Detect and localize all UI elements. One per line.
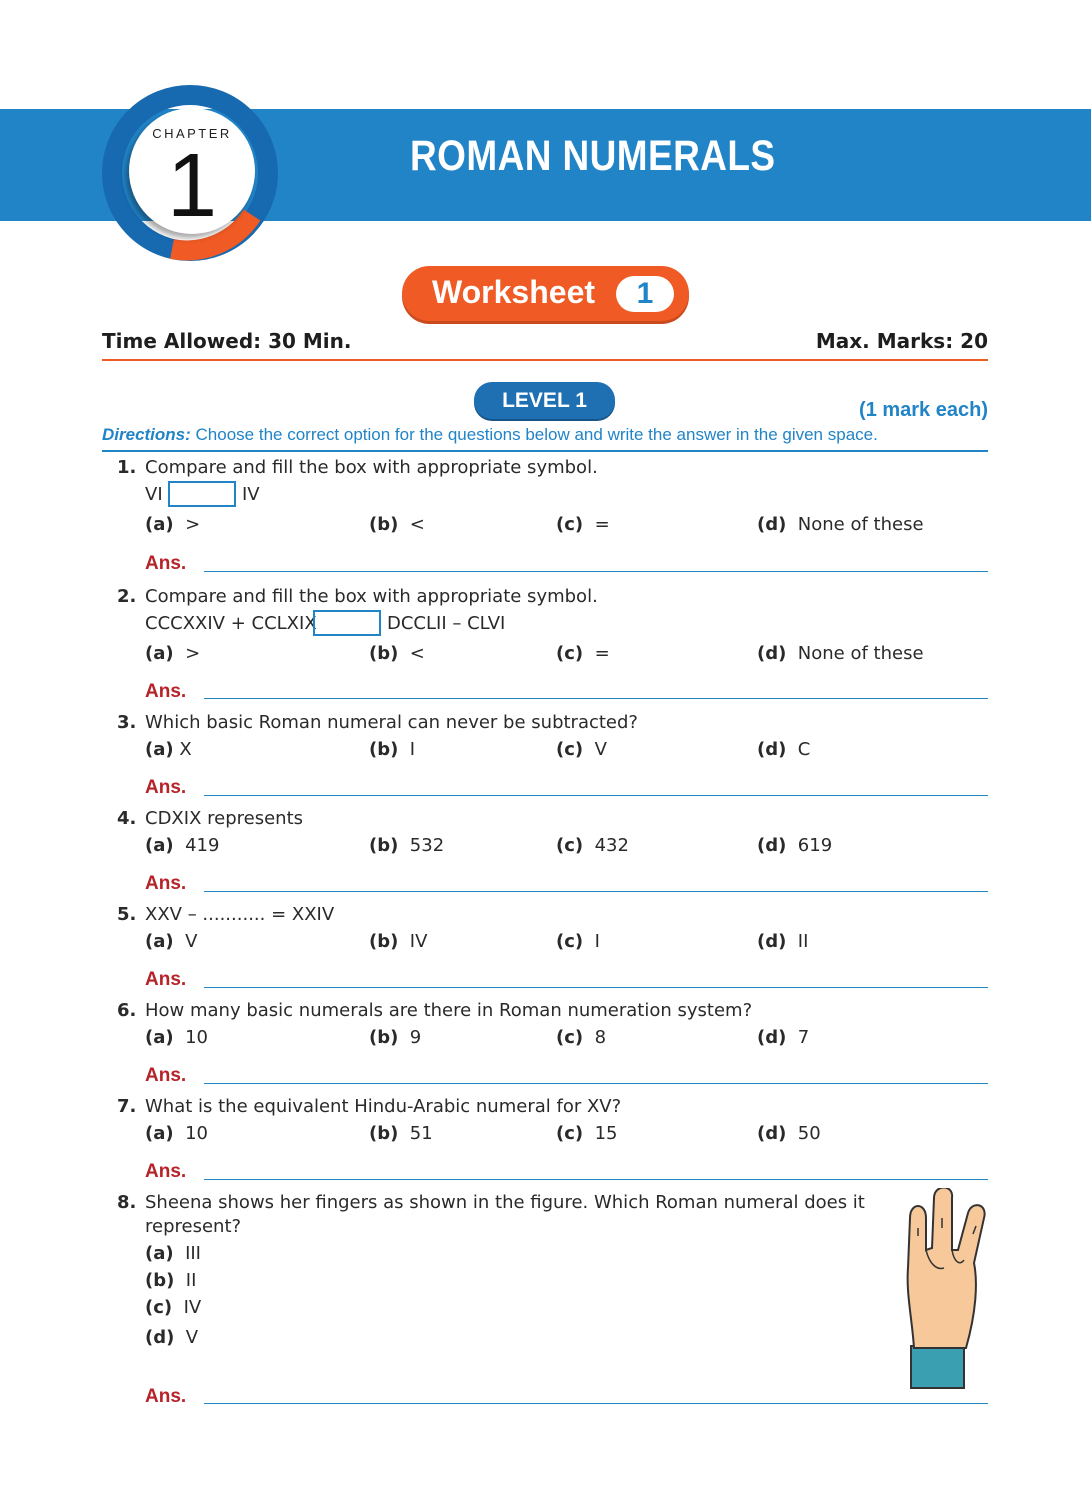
option-c: (c) I xyxy=(556,931,600,952)
hand-three-fingers-icon xyxy=(898,1188,990,1393)
answer-label: Ans. xyxy=(145,873,187,894)
option-c: (c) V xyxy=(556,739,607,760)
option-a: (a) > xyxy=(145,643,201,664)
time-allowed: Time Allowed: 30 Min. xyxy=(102,329,352,353)
option-b: (b) < xyxy=(369,643,425,664)
question-number: 8. xyxy=(117,1192,137,1213)
question-text-continued: represent? xyxy=(145,1216,242,1237)
worksheet-label: Worksheet xyxy=(432,274,596,310)
option-c: (c) 15 xyxy=(556,1123,618,1144)
question-text: Sheena shows her fingers as shown in the figure. Which Roman numeral does it xyxy=(145,1192,865,1213)
answer-line[interactable] xyxy=(204,571,988,572)
question-6 xyxy=(0,1000,1091,1090)
option-b: (b) 9 xyxy=(369,1027,422,1048)
option-d: (d) None of these xyxy=(757,643,924,664)
answer-label: Ans. xyxy=(145,553,187,574)
question-number: 5. xyxy=(117,904,137,925)
answer-label: Ans. xyxy=(145,777,187,798)
answer-box[interactable] xyxy=(168,481,236,507)
option-c: (c) 8 xyxy=(556,1027,607,1048)
question-3 xyxy=(0,712,1091,802)
max-marks: Max. Marks: 20 xyxy=(815,329,988,353)
divider xyxy=(102,450,988,452)
question-text: How many basic numerals are there in Roman numeration system? xyxy=(145,1000,753,1021)
answer-line[interactable] xyxy=(204,795,988,796)
level-label: LEVEL 1 xyxy=(502,389,587,412)
directions-text: Choose the correct option for the questions below and write the answer in the given space. xyxy=(195,425,878,444)
option-c: (c) = xyxy=(556,514,610,535)
answer-label: Ans. xyxy=(145,681,187,702)
option-d: (d) II xyxy=(757,931,809,952)
expression-right: IV xyxy=(242,484,260,505)
option-d: (d) None of these xyxy=(757,514,924,535)
expression-left: CCCXXIV + CCLXIX xyxy=(145,613,317,634)
option-a: (a) X xyxy=(145,739,192,760)
option-b: (b) II xyxy=(145,1270,197,1291)
question-text: Which basic Roman numeral can never be subtracted? xyxy=(145,712,638,733)
option-b: (b) < xyxy=(369,514,425,535)
directions xyxy=(102,425,878,445)
question-number: 4. xyxy=(117,808,137,829)
question-text: What is the equivalent Hindu-Arabic numeral for XV? xyxy=(145,1096,622,1117)
divider xyxy=(102,359,988,361)
question-text: CDXIX represents xyxy=(145,808,304,829)
answer-line[interactable] xyxy=(204,1179,988,1180)
option-b: (b) I xyxy=(369,739,416,760)
expression-left: VI xyxy=(145,484,163,505)
answer-box[interactable] xyxy=(313,610,381,636)
question-5 xyxy=(0,904,1091,994)
option-a: (a) > xyxy=(145,514,201,535)
question-text: XXV – ........... = XXIV xyxy=(145,904,335,925)
chapter-label: CHAPTER xyxy=(152,126,232,141)
option-b: (b) 532 xyxy=(369,835,445,856)
expression-right: DCCLII – CLVI xyxy=(387,613,506,634)
question-4 xyxy=(0,808,1091,898)
option-d: (d) 7 xyxy=(757,1027,810,1048)
option-b: (b) IV xyxy=(369,931,428,952)
option-c: (c) = xyxy=(556,643,610,664)
question-text: Compare and fill the box with appropriate symbol. xyxy=(145,457,598,478)
chapter-number: 1 xyxy=(166,136,218,236)
option-d: (d) C xyxy=(757,739,811,760)
answer-line[interactable] xyxy=(204,698,988,699)
option-b: (b) 51 xyxy=(369,1123,433,1144)
question-number: 6. xyxy=(117,1000,137,1021)
option-c: (c) IV xyxy=(145,1297,202,1318)
question-text: Compare and fill the box with appropriate symbol. xyxy=(145,586,598,607)
option-d: (d) 50 xyxy=(757,1123,821,1144)
option-a: (a) V xyxy=(145,931,198,952)
option-a: (a) 10 xyxy=(145,1123,208,1144)
directions-label: Directions: xyxy=(102,425,191,444)
marks-note: (1 mark each) xyxy=(859,399,988,421)
answer-label: Ans. xyxy=(145,1161,187,1182)
option-a: (a) 10 xyxy=(145,1027,208,1048)
question-1 xyxy=(0,457,1091,577)
answer-line[interactable] xyxy=(204,1083,988,1084)
answer-label: Ans. xyxy=(145,969,187,990)
question-7 xyxy=(0,1096,1091,1186)
option-c: (c) 432 xyxy=(556,835,629,856)
option-a: (a) 419 xyxy=(145,835,220,856)
worksheet-number: 1 xyxy=(636,277,654,310)
question-number: 1. xyxy=(117,457,137,478)
option-d: (d) V xyxy=(145,1327,199,1348)
answer-line[interactable] xyxy=(204,987,988,988)
answer-line[interactable] xyxy=(204,891,988,892)
answer-label: Ans. xyxy=(145,1386,187,1407)
option-a: (a) III xyxy=(145,1243,201,1264)
answer-label: Ans. xyxy=(145,1065,187,1086)
question-number: 2. xyxy=(117,586,137,607)
question-2 xyxy=(0,586,1091,706)
option-d: (d) 619 xyxy=(757,835,833,856)
chapter-title: ROMAN NUMERALS xyxy=(410,132,776,180)
question-number: 3. xyxy=(117,712,137,733)
question-number: 7. xyxy=(117,1096,137,1117)
answer-line[interactable] xyxy=(204,1403,988,1404)
